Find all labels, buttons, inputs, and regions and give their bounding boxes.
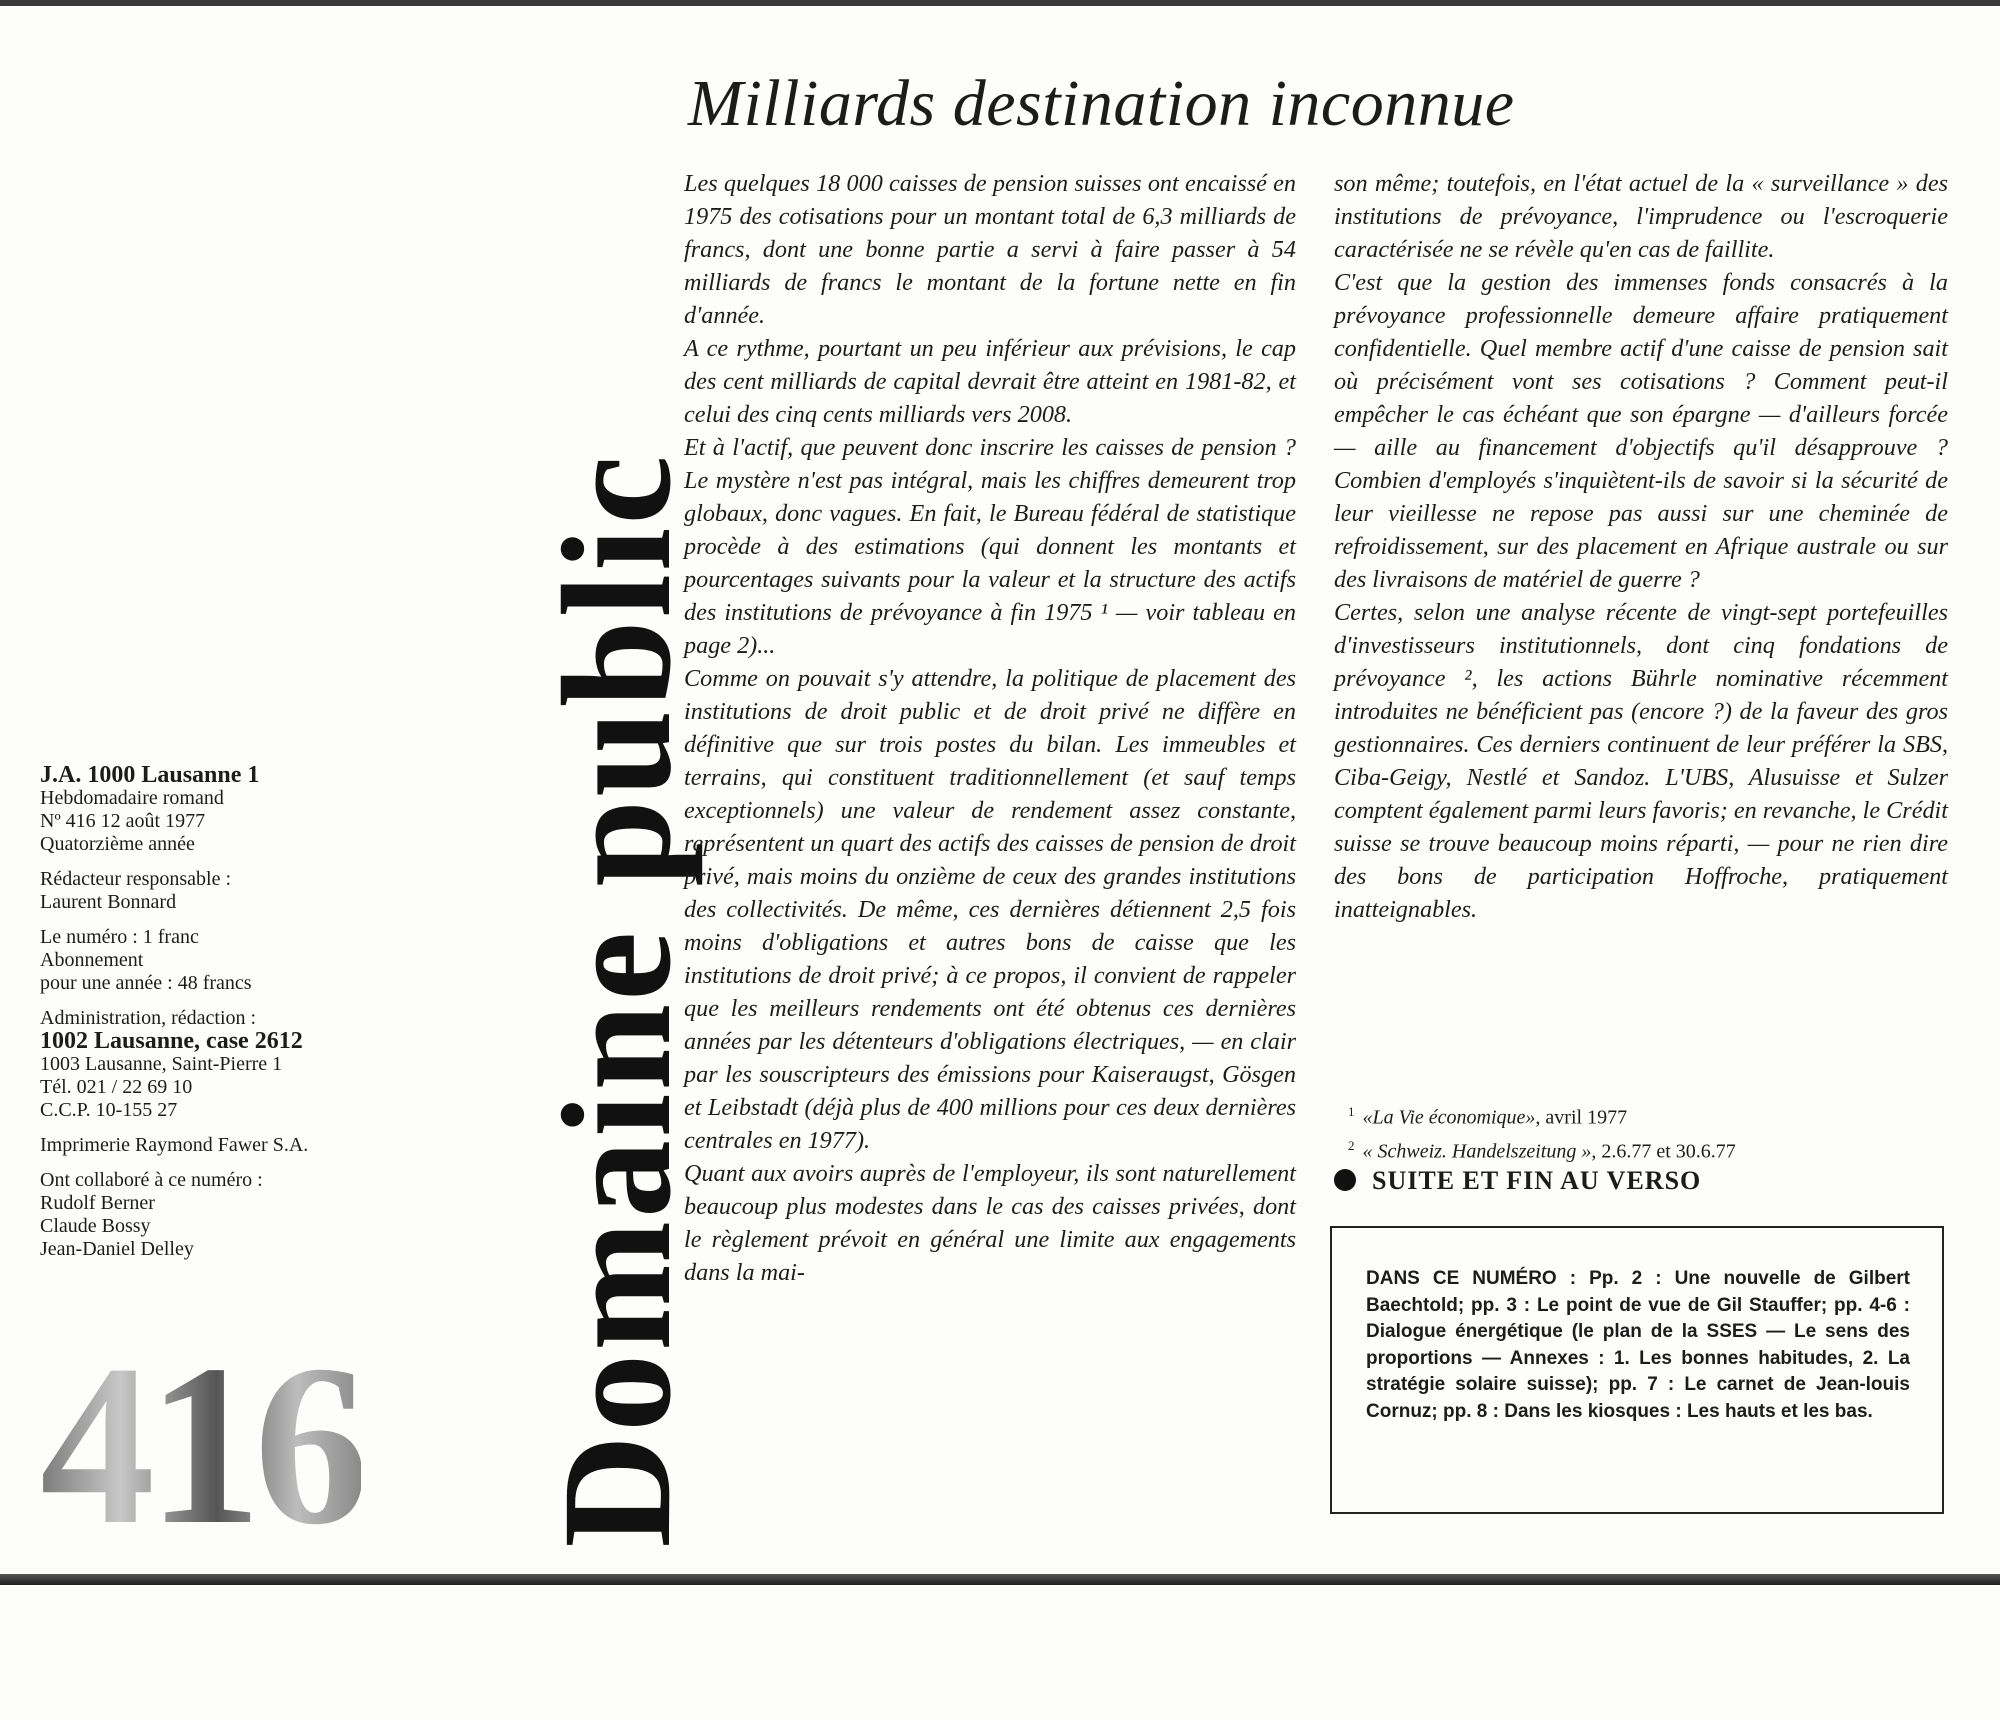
subscription-price: pour une année : 48 francs	[40, 972, 252, 994]
footnote-source: « Schweiz. Handelszeitung »	[1362, 1140, 1592, 1163]
footnote-date: , 2.6.77 et 30.6.77	[1591, 1140, 1736, 1163]
footnotes	[1348, 1098, 1948, 1165]
price-line: Le numéro : 1 franc	[40, 926, 199, 948]
phone-line: Tél. 021 / 22 69 10	[40, 1076, 193, 1098]
article-column-2	[1334, 167, 1948, 926]
bullet-icon	[1334, 1169, 1356, 1191]
printer-line: Imprimerie Raymond Fawer S.A.	[40, 1134, 309, 1156]
paragraph: Et à l'actif, que peuvent donc inscrire les caisses de pension ? Le mystère n'est pas intégral, mais les chiffres demeurent trop globaux, donc vagues. En fait, le Bureau fédéral de statistique procède à des estimations (qui donnent les montants et pourcentages suivants pour la valeur et la structure des actifs des institutions de prévoyance à fin 1975 ¹ — voir tableau en page 2)...	[684, 434, 1296, 659]
contents-box	[1330, 1226, 1944, 1514]
editor-name: Laurent Bonnard	[40, 891, 177, 913]
ccp-line: C.C.P. 10-155 27	[40, 1099, 178, 1121]
paragraph: C'est que la gestion des immenses fonds consacrés à la prévoyance professionnelle demeure affaire pratiquement confidentielle. Quel membre actif d'une caisse de pension sait où précisément vont ses cotisations ? Comment peut-il empêcher le cas échéant que son épargne — d'ailleurs forcée — aille au financement d'objectifs qu'il désapprouve ? Combien d'employés s'inquiètent-ils de savoir si la sécurité de leur vieillesse ne repose pas aussi sur une cheminée de refroidissement, sur des placement en Afrique australe ou sur des livraisons de matériel de guerre ?	[1334, 269, 1948, 593]
footnote-mark: 1	[1348, 1104, 1355, 1119]
postal-box: 1002 Lausanne, case 2612	[40, 1028, 303, 1054]
article-column-1	[684, 167, 1296, 1289]
paragraph: Les quelques 18 000 caisses de pension suisses ont encaissé en 1975 des cotisations pour un montant total de 6,3 milliards de francs, dont une bonne partie a servi à faire passer à 54 milliards de francs le montant de la fortune nette en fin d'année.	[684, 170, 1296, 329]
masthead-title: Domaine public	[530, 452, 703, 1548]
editor-label: Rédacteur responsable :	[40, 868, 232, 890]
paragraph: Certes, selon une analyse récente de vingt-sept portefeuilles d'investisseurs institutionnels, dont cinq fondations de prévoyance ², les actions Bührle nominative récemment introduites ne bénéficient pas (encore ?) de la faveur des gros gestionnaires. Ces derniers continuent de leur préférer la SBS, Ciba-Geigy, Nestlé et Sandoz. L'UBS, Alusuisse et Sulzer comptent également parmi leurs favoris; en revanche, le Crédit suisse se trouve beaucoup moins réparti, — pour ne rien dire des bons de participation Hoffroche, pratiquement inatteignables.	[1334, 599, 1948, 923]
contributor-name: Claude Bossy	[40, 1215, 151, 1237]
footnote	[1348, 1132, 1948, 1166]
year-line: Quatorzième année	[40, 833, 195, 855]
paragraph: Quant aux avoirs auprès de l'employeur, ils sont naturellement beaucoup plus modestes dans le cas des caisses privées, dont le règlement prévoit en général une limite aux engagements dans la mai-	[684, 1160, 1296, 1286]
continued-notice	[1334, 1166, 1701, 1196]
admin-label: Administration, rédaction :	[40, 1007, 257, 1029]
contributor-name: Jean-Daniel Delley	[40, 1238, 194, 1260]
footnote	[1348, 1098, 1948, 1132]
ja-line: J.A. 1000 Lausanne 1	[40, 762, 260, 788]
address-line: 1003 Lausanne, Saint-Pierre 1	[40, 1053, 283, 1075]
top-rule	[0, 0, 2000, 6]
publication-info	[40, 752, 400, 1273]
article-headline: Milliards destination inconnue	[688, 67, 1515, 140]
hebdo-line: Hebdomadaire romand	[40, 787, 224, 809]
paragraph: Comme on pouvait s'y attendre, la politique de placement des institutions de droit public et de droit privé ne diffère en définitive que sur trois postes du bilan. Les immeubles et terrains, qui constituent traditionnellement (et sauf temps exceptionnels) une valeur de rendement assez constante, représentent un quart des actifs des caisses de pension de droit privé, mais moins du onzième de ceux des grandes institutions des collectivités. De même, ces dernières détiennent 2,5 fois moins d'obligations et autres bons de caisse que les institutions de droit privé; à ce propos, il convient de rappeler que les meilleurs rendements ont été obtenus ces dernières années par les détenteurs d'obligations électriques, — en clair par les souscripteurs des émissions pour Kaiseraugst, Gösgen et Leibstadt (déjà plus de 400 millions pour ces deux dernières centrales en 1977).	[684, 665, 1296, 1154]
bottom-rule	[0, 1574, 2000, 1585]
continued-label: SUITE ET FIN AU VERSO	[1372, 1166, 1702, 1195]
contents-text: DANS CE NUMÉRO : Pp. 2 : Une nouvelle de Gilbert Baechtold; pp. 3 : Le point de vue de Gil Stauffer; pp. 4-6 : Dialogue énergétique (le plan de la SSES — Le sens des proportions — Annexes : 1. Les bonnes habitudes, 2. La stratégie solaire suisse); pp. 7 : Le carnet de Jean-louis Cornuz; pp. 8 : Dans les kiosques : Les hauts et les bas.	[1366, 1268, 1910, 1422]
footnote-date: , avril 1977	[1535, 1106, 1628, 1129]
paragraph: A ce rythme, pourtant un peu inférieur aux prévisions, le cap des cent milliards de capital devrait être atteint en 1981-82, et celui des cinq cents milliards vers 2008.	[684, 335, 1296, 428]
issue-number: 416	[40, 1317, 361, 1572]
footnote-source: «La Vie économique»	[1362, 1106, 1536, 1129]
issue-date-line: Nº 416 12 août 1977	[40, 810, 206, 832]
footnote-mark: 2	[1348, 1137, 1355, 1153]
subscription-label: Abonnement	[40, 949, 144, 971]
contributors-label: Ont collaboré à ce numéro :	[40, 1169, 263, 1191]
contributor-name: Rudolf Berner	[40, 1192, 155, 1214]
paragraph: son même; toutefois, en l'état actuel de la « surveillance » des institutions de prévoyance, l'imprudence ou l'escroquerie caractérisée ne se révèle qu'en cas de faillite.	[1334, 170, 1948, 263]
